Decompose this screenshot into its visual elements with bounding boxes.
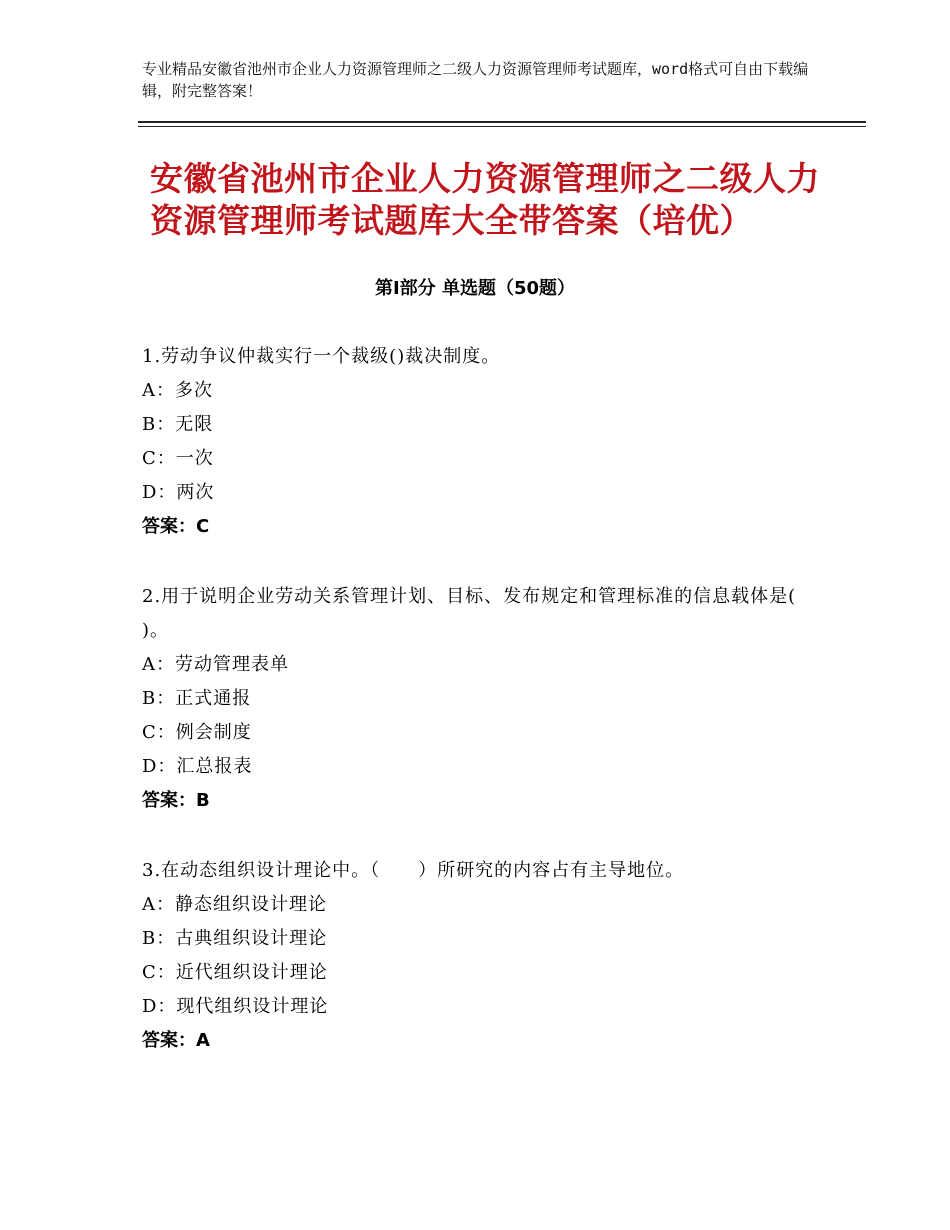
- answer-line: 答案：C: [142, 516, 210, 537]
- document-title: 安徽省池州市企业人力资源管理师之二级人力资源管理师考试题库大全带答案（培优）: [150, 159, 820, 240]
- option-d: D：两次: [142, 482, 215, 503]
- option-b: B：正式通报: [142, 688, 252, 709]
- answer-line: 答案：A: [142, 1030, 210, 1051]
- option-c: C：一次: [142, 448, 214, 469]
- question-stem: 1.劳动争议仲裁实行一个裁级()裁决制度。: [142, 346, 501, 367]
- option-c: C：近代组织设计理论: [142, 962, 328, 983]
- question-stem: 3.在动态组织设计理论中。（ ）所研究的内容占有主导地位。: [142, 860, 685, 881]
- option-b: B：古典组织设计理论: [142, 928, 328, 949]
- option-a: A：静态组织设计理论: [142, 894, 327, 915]
- answer-line: 答案：B: [142, 790, 210, 811]
- option-a: A：多次: [142, 380, 213, 401]
- question-2: [142, 580, 812, 818]
- section-heading: 第Ⅰ部分 单选题（50题）: [374, 278, 575, 299]
- question-1: [142, 340, 812, 544]
- option-d: D：汇总报表: [142, 756, 253, 777]
- header-note: 专业精品安徽省池州市企业人力资源管理师之二级人力资源管理师考试题库，word格式可自由下载编辑，附完整答案！: [142, 60, 809, 100]
- option-c: C：例会制度: [142, 722, 252, 743]
- option-b: B：无限: [142, 414, 214, 435]
- question-stem: 2.用于说明企业劳动关系管理计划、目标、发布规定和管理标准的信息载体是( )。: [142, 586, 797, 641]
- option-d: D：现代组织设计理论: [142, 996, 329, 1017]
- option-a: A：劳动管理表单: [142, 654, 289, 675]
- header-divider-thin: [138, 126, 866, 127]
- header-divider-thick: [138, 121, 866, 123]
- question-3: [142, 854, 812, 1058]
- question-list: [142, 340, 812, 1094]
